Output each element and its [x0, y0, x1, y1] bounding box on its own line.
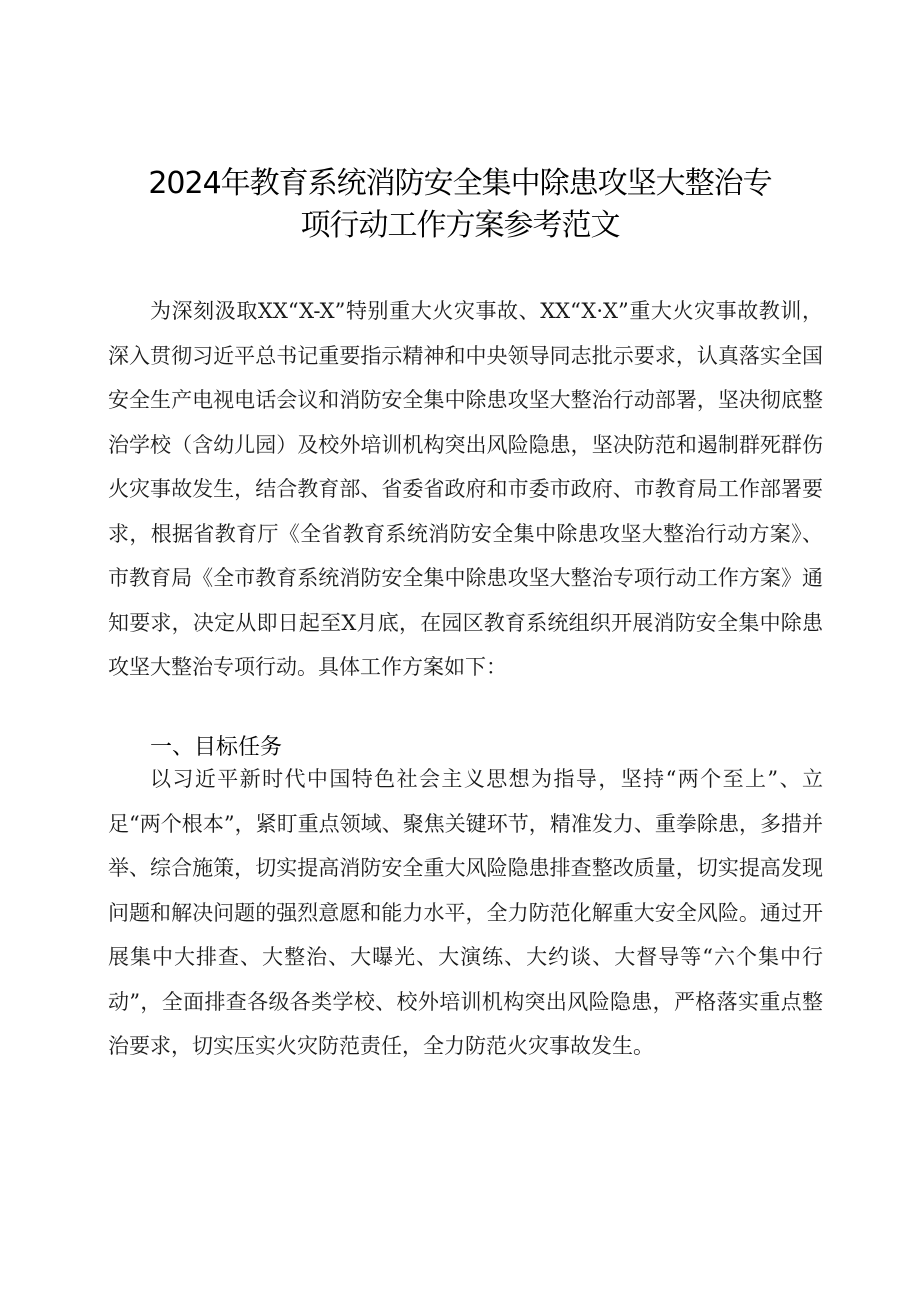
document-title-line-2: 项行动工作方案参考范文 [300, 208, 620, 243]
document-title-line-1: 2024年教育系统消防安全集中除患攻坚大整治专 [148, 166, 772, 201]
section-heading-goals: 一、目标任务 [150, 735, 283, 760]
goals-paragraph: 以习近平新时代中国特色社会主义思想为指导，坚持“两个至上”、立足“两个根本”，紧盯重点领域、聚焦关键环节，精准发力、重拳除患，多措并举、综合施策，切实提高消防安全重大风险隐患排查整改质量，切实提高发现问题和解决问题的强烈意愿和能力水平，全力防范化解重大安全风险。通过开展集中大排查、大整治、大曝光、大演练、大约谈、大督导等“六个集中行动”，全面排查各级各类学校、校外培训机构突出风险隐患，严格落实重点整治要求，切实压实火灾防范责任，全力防范火灾事故发生。 [108, 767, 823, 1058]
intro-paragraph: 为深刻汲取XX“X-X”特别重大火灾事故、XX“X·X”重大火灾事故教训，深入贯彻习近平总书记重要指示精神和中央领导同志批示要求，认真落实全国安全生产电视电话会议和消防安全集中除患攻坚大整治行动部署，坚决彻底整治学校（含幼儿园）及校外培训机构突出风险隐患，坚决防范和遏制群死群伤火灾事故发生，结合教育部、省委省政府和市委市政府、市教育局工作部署要求，根据省教育厅《全省教育系统消防安全集中除患攻坚大整治行动方案》、市教育局《全市教育系统消防安全集中除患攻坚大整治专项行动工作方案》通知要求，决定从即日起至X月底，在园区教育系统组织开展消防安全集中除患攻坚大整治专项行动。具体工作方案如下： [108, 299, 823, 679]
